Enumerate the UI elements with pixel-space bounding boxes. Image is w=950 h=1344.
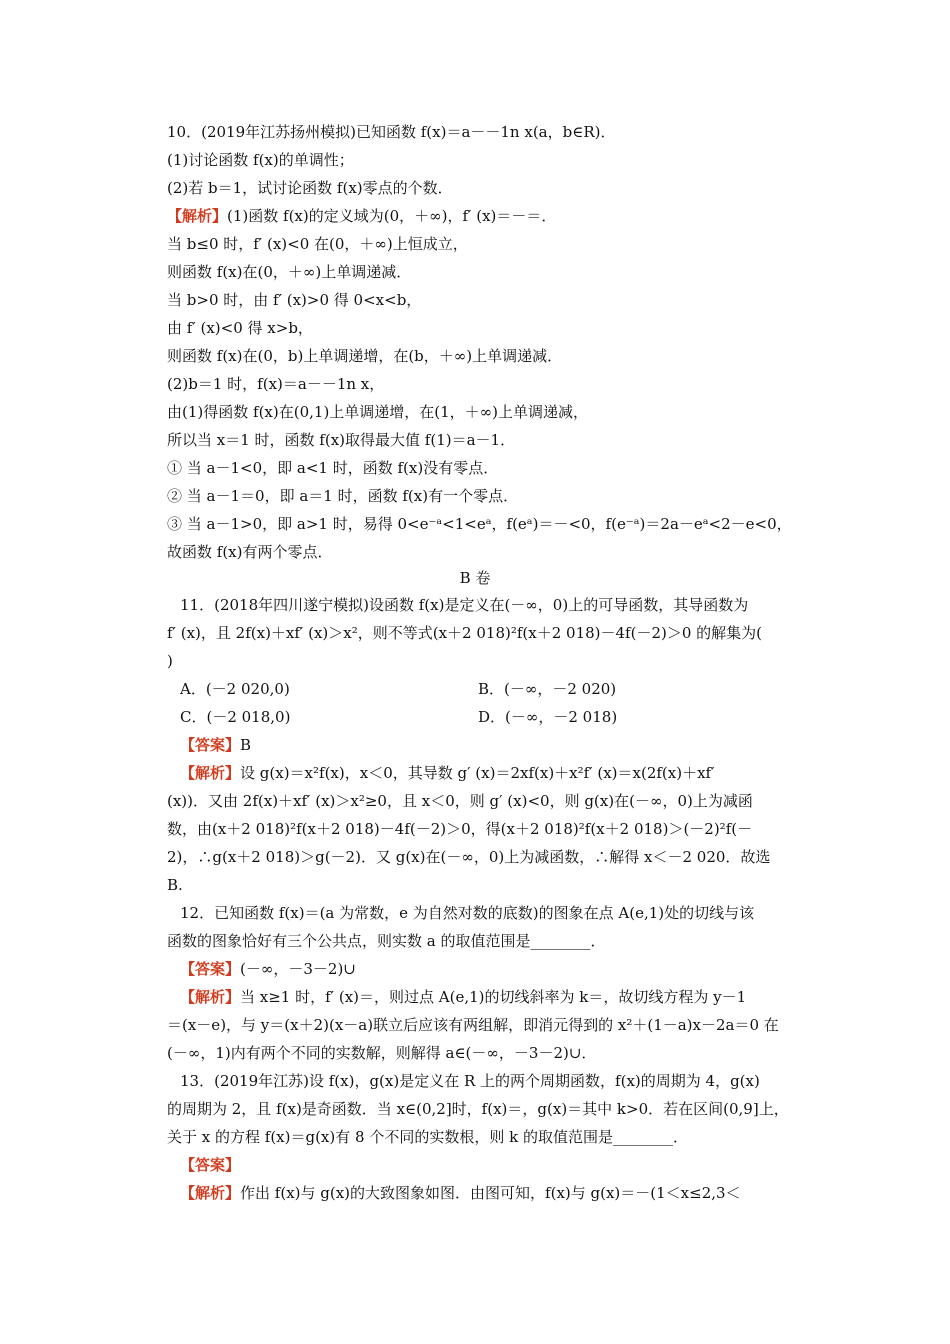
q10-solution-first <box>167 203 827 229</box>
q13-solution-first <box>180 1180 840 1206</box>
q11-option-b: B．(－∞，－2 020) <box>478 680 617 698</box>
q12-solution-line: (－∞，1)内有两个不同的实数解，则解得 a∈(－∞，－3－2)∪． <box>167 1044 597 1062</box>
solution-tag: 【解析】 <box>180 1184 241 1202</box>
q12-answer <box>180 956 840 982</box>
q13-stem: 的周期为 2，且 f(x)是奇函数．当 x∈(0,2]时，f(x)＝，g(x)＝其中 k>0．若在区间(0,9]上， <box>167 1100 789 1118</box>
q10-solution-text: (1)函数 f(x)的定义域为(0，＋∞)，f′ (x)＝－＝． <box>227 207 557 225</box>
q12-stem: 12．已知函数 f(x)＝(a 为常数，e 为自然对数的底数)的图象在点 A(e,1)处的切线与该 <box>180 904 755 922</box>
q11-solution-line: 数，由(x＋2 018)²f(x＋2 018)－4f(－2)＞0，得(x＋2 018)²f(x＋2 018)＞(－2)²f(－ <box>167 820 753 838</box>
q11-solution-first <box>180 760 840 786</box>
q11-solution-line: B. <box>167 876 183 894</box>
solution-tag: 【解析】 <box>167 207 228 225</box>
q10-solution-line: 则函数 f(x)在(0，b)上单调递增，在(b，＋∞)上单调递减． <box>167 347 563 365</box>
q10-solution-line: ③ 当 a－1>0，即 a>1 时，易得 0<e⁻ᵃ<1<eᵃ，f(eᵃ)＝－<0，f(e⁻ᵃ)＝2a－eᵃ<2－e<0， <box>167 515 792 533</box>
q12-stem: 函数的图象恰好有三个公共点，则实数 a 的取值范围是________． <box>167 932 606 950</box>
q11-solution-line: 2)，∴g(x＋2 018)＞g(－2)．又 g(x)在(－∞，0)上为减函数，∴解得 x＜－2 020．故选 <box>167 848 771 866</box>
answer-tag: 【答案】 <box>180 1156 241 1174</box>
q12-solution-line: ＝(x－e)，与 y＝(x＋2)(x－a)联立后应该有两组解，即消元得到的 x²＋(1－a)x－2a＝0 在 <box>167 1016 779 1034</box>
q10-solution-line: 故函数 f(x)有两个零点． <box>167 543 333 561</box>
q10-solution-line: 由(1)得函数 f(x)在(0,1)上单调递增，在(1，＋∞)上单调递减， <box>167 403 589 421</box>
q11-stem: ) <box>167 652 173 670</box>
q11-option-d: D．(－∞，－2 018) <box>478 708 618 726</box>
q10-solution-line: (2)b＝1 时，f(x)＝a－－1n x， <box>167 375 385 393</box>
answer-tag: 【答案】 <box>180 960 241 978</box>
section-title: B 卷 <box>459 569 491 587</box>
q12-answer-value: (－∞，－3－2)∪ <box>240 960 356 978</box>
solution-tag: 【解析】 <box>180 764 241 782</box>
q12-solution-first <box>180 984 840 1010</box>
q10-part2: (2)若 b＝1，试讨论函数 f(x)零点的个数． <box>167 179 453 197</box>
q11-option-a: A．(－2 020,0) <box>180 680 290 698</box>
q10-part1: (1)讨论函数 f(x)的单调性； <box>167 151 354 169</box>
q13-stem: 关于 x 的方程 f(x)＝g(x)有 8 个不同的实数根，则 k 的取值范围是________． <box>167 1128 688 1146</box>
q11-option-c: C．(－2 018,0) <box>180 708 291 726</box>
q11-solution-line: (x))．又由 2f(x)＋xf′ (x)＞x²≥0，且 x＜0，则 g′ (x)<0，则 g(x)在(－∞，0)上为减函 <box>167 792 753 810</box>
q11-stem: f′ (x)，且 2f(x)＋xf′ (x)＞x²，则不等式(x＋2 018)²f(x＋2 018)－4f(－2)＞0 的解集为( <box>167 624 763 642</box>
q13-answer <box>180 1152 840 1178</box>
q11-answer <box>180 732 840 758</box>
q10-solution-line: 由 f′ (x)<0 得 x>b， <box>167 319 313 337</box>
q11-stem: 11．(2018年四川遂宁模拟)设函数 f(x)是定义在(－∞，0)上的可导函数，其导函数为 <box>180 596 749 614</box>
q11-answer-value: B <box>240 736 252 754</box>
answer-tag: 【答案】 <box>180 736 241 754</box>
q10-solution-line: 则函数 f(x)在(0，＋∞)上单调递减． <box>167 263 412 281</box>
q10-solution-line: 当 b>0 时，由 f′ (x)>0 得 0<x<b， <box>167 291 422 309</box>
q10-solution-line: ① 当 a－1<0，即 a<1 时，函数 f(x)没有零点． <box>167 459 499 477</box>
q12-solution-text: 当 x≥1 时，f′ (x)＝，则过点 A(e,1)的切线斜率为 k＝，故切线方程为 y－1 <box>240 988 747 1006</box>
q13-stem: 13．(2019年江苏)设 f(x)，g(x)是定义在 R 上的两个周期函数，f(x)的周期为 4，g(x) <box>180 1072 760 1090</box>
q10-stem: 10．(2019年江苏扬州模拟)已知函数 f(x)＝a－－1n x(a，b∈R)． <box>167 123 616 141</box>
q10-solution-line: 当 b≤0 时，f′ (x)<0 在(0，＋∞)上恒成立， <box>167 235 468 253</box>
q13-solution-text: 作出 f(x)与 g(x)的大致图象如图．由图可知，f(x)与 g(x)＝－(1＜x≤2,3＜ <box>240 1184 741 1202</box>
q11-solution-text: 设 g(x)＝x²f(x)，x＜0，其导数 g′ (x)＝2xf(x)＋x²f′ (x)＝x(2f(x)＋xf′ <box>240 764 715 782</box>
q10-solution-line: 所以当 x＝1 时，函数 f(x)取得最大值 f(1)＝a－1． <box>167 431 516 449</box>
q10-solution-line: ② 当 a－1＝0，即 a＝1 时，函数 f(x)有一个零点． <box>167 487 519 505</box>
solution-tag: 【解析】 <box>180 988 241 1006</box>
